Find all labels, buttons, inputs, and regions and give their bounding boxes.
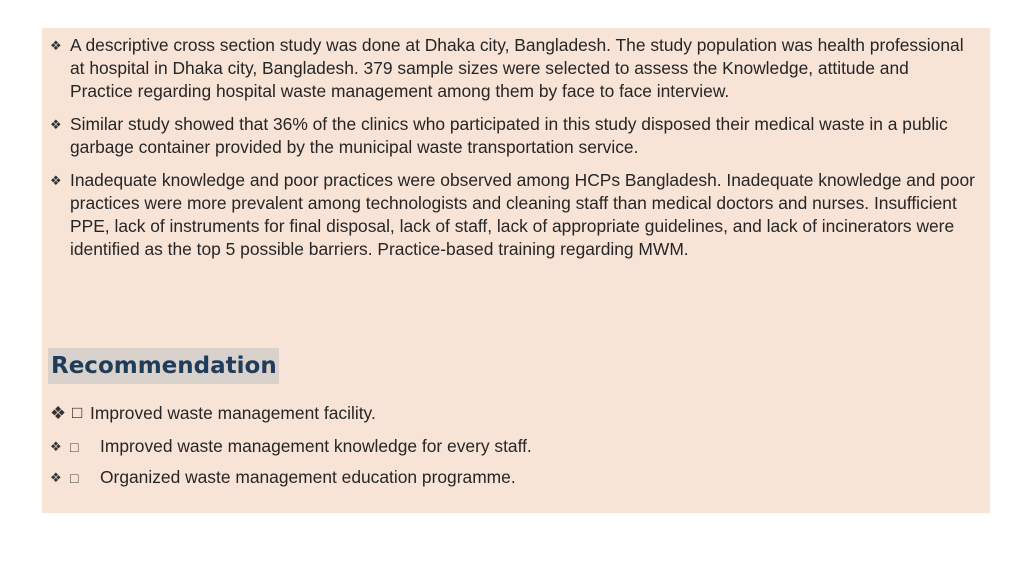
finding-item — [50, 113, 975, 159]
recommendation-text: Organized waste management education programme. — [100, 467, 516, 487]
missing-glyph-box-icon: □ — [70, 438, 79, 455]
finding-text: A descriptive cross section study was done at Dhaka city, Bangladesh. The study population was health professional at hospital in Dhaka city, Bangladesh. 379 sample sizes were selected to assess the Knowledge, attitude and Practice regarding hospital waste management among them by face to face interview. — [70, 35, 964, 101]
missing-glyph-box-icon: □ — [72, 403, 83, 422]
recommendation-list — [50, 398, 950, 493]
slide-content-panel — [42, 28, 990, 513]
diamond-bullet-icon: ❖ — [50, 403, 67, 423]
finding-item — [50, 169, 975, 261]
diamond-bullet-icon: ❖ — [50, 38, 62, 53]
recommendation-text: Improved waste management facility. — [90, 402, 376, 423]
findings-list — [50, 34, 975, 271]
diamond-bullet-icon: ❖ — [50, 470, 62, 485]
recommendation-item — [50, 398, 950, 428]
finding-text: Similar study showed that 36% of the clinics who participated in this study disposed their medical waste in a public garbage container provided by the municipal waste transportation service. — [70, 114, 948, 157]
recommendation-item — [50, 462, 950, 493]
missing-glyph-box-icon: □ — [70, 469, 79, 486]
recommendation-item — [50, 431, 950, 462]
diamond-bullet-icon: ❖ — [50, 439, 62, 454]
finding-text: Inadequate knowledge and poor practices were observed among HCPs Bangladesh. Inadequate knowledge and poor practices were more prevalent among technologists and cleaning staff than medical doctors and nurses. Insufficient PPE, lack of instruments for final disposal, lack of staff, lack of appropriate guidelines, and lack of incinerators were identified as the top 5 possible barriers. Practice-based training regarding MWM. — [70, 170, 975, 259]
finding-item — [50, 34, 975, 103]
diamond-bullet-icon: ❖ — [50, 117, 62, 132]
recommendation-heading: Recommendation — [48, 348, 279, 384]
recommendation-text: Improved waste management knowledge for every staff. — [100, 436, 532, 456]
diamond-bullet-icon: ❖ — [50, 173, 62, 188]
